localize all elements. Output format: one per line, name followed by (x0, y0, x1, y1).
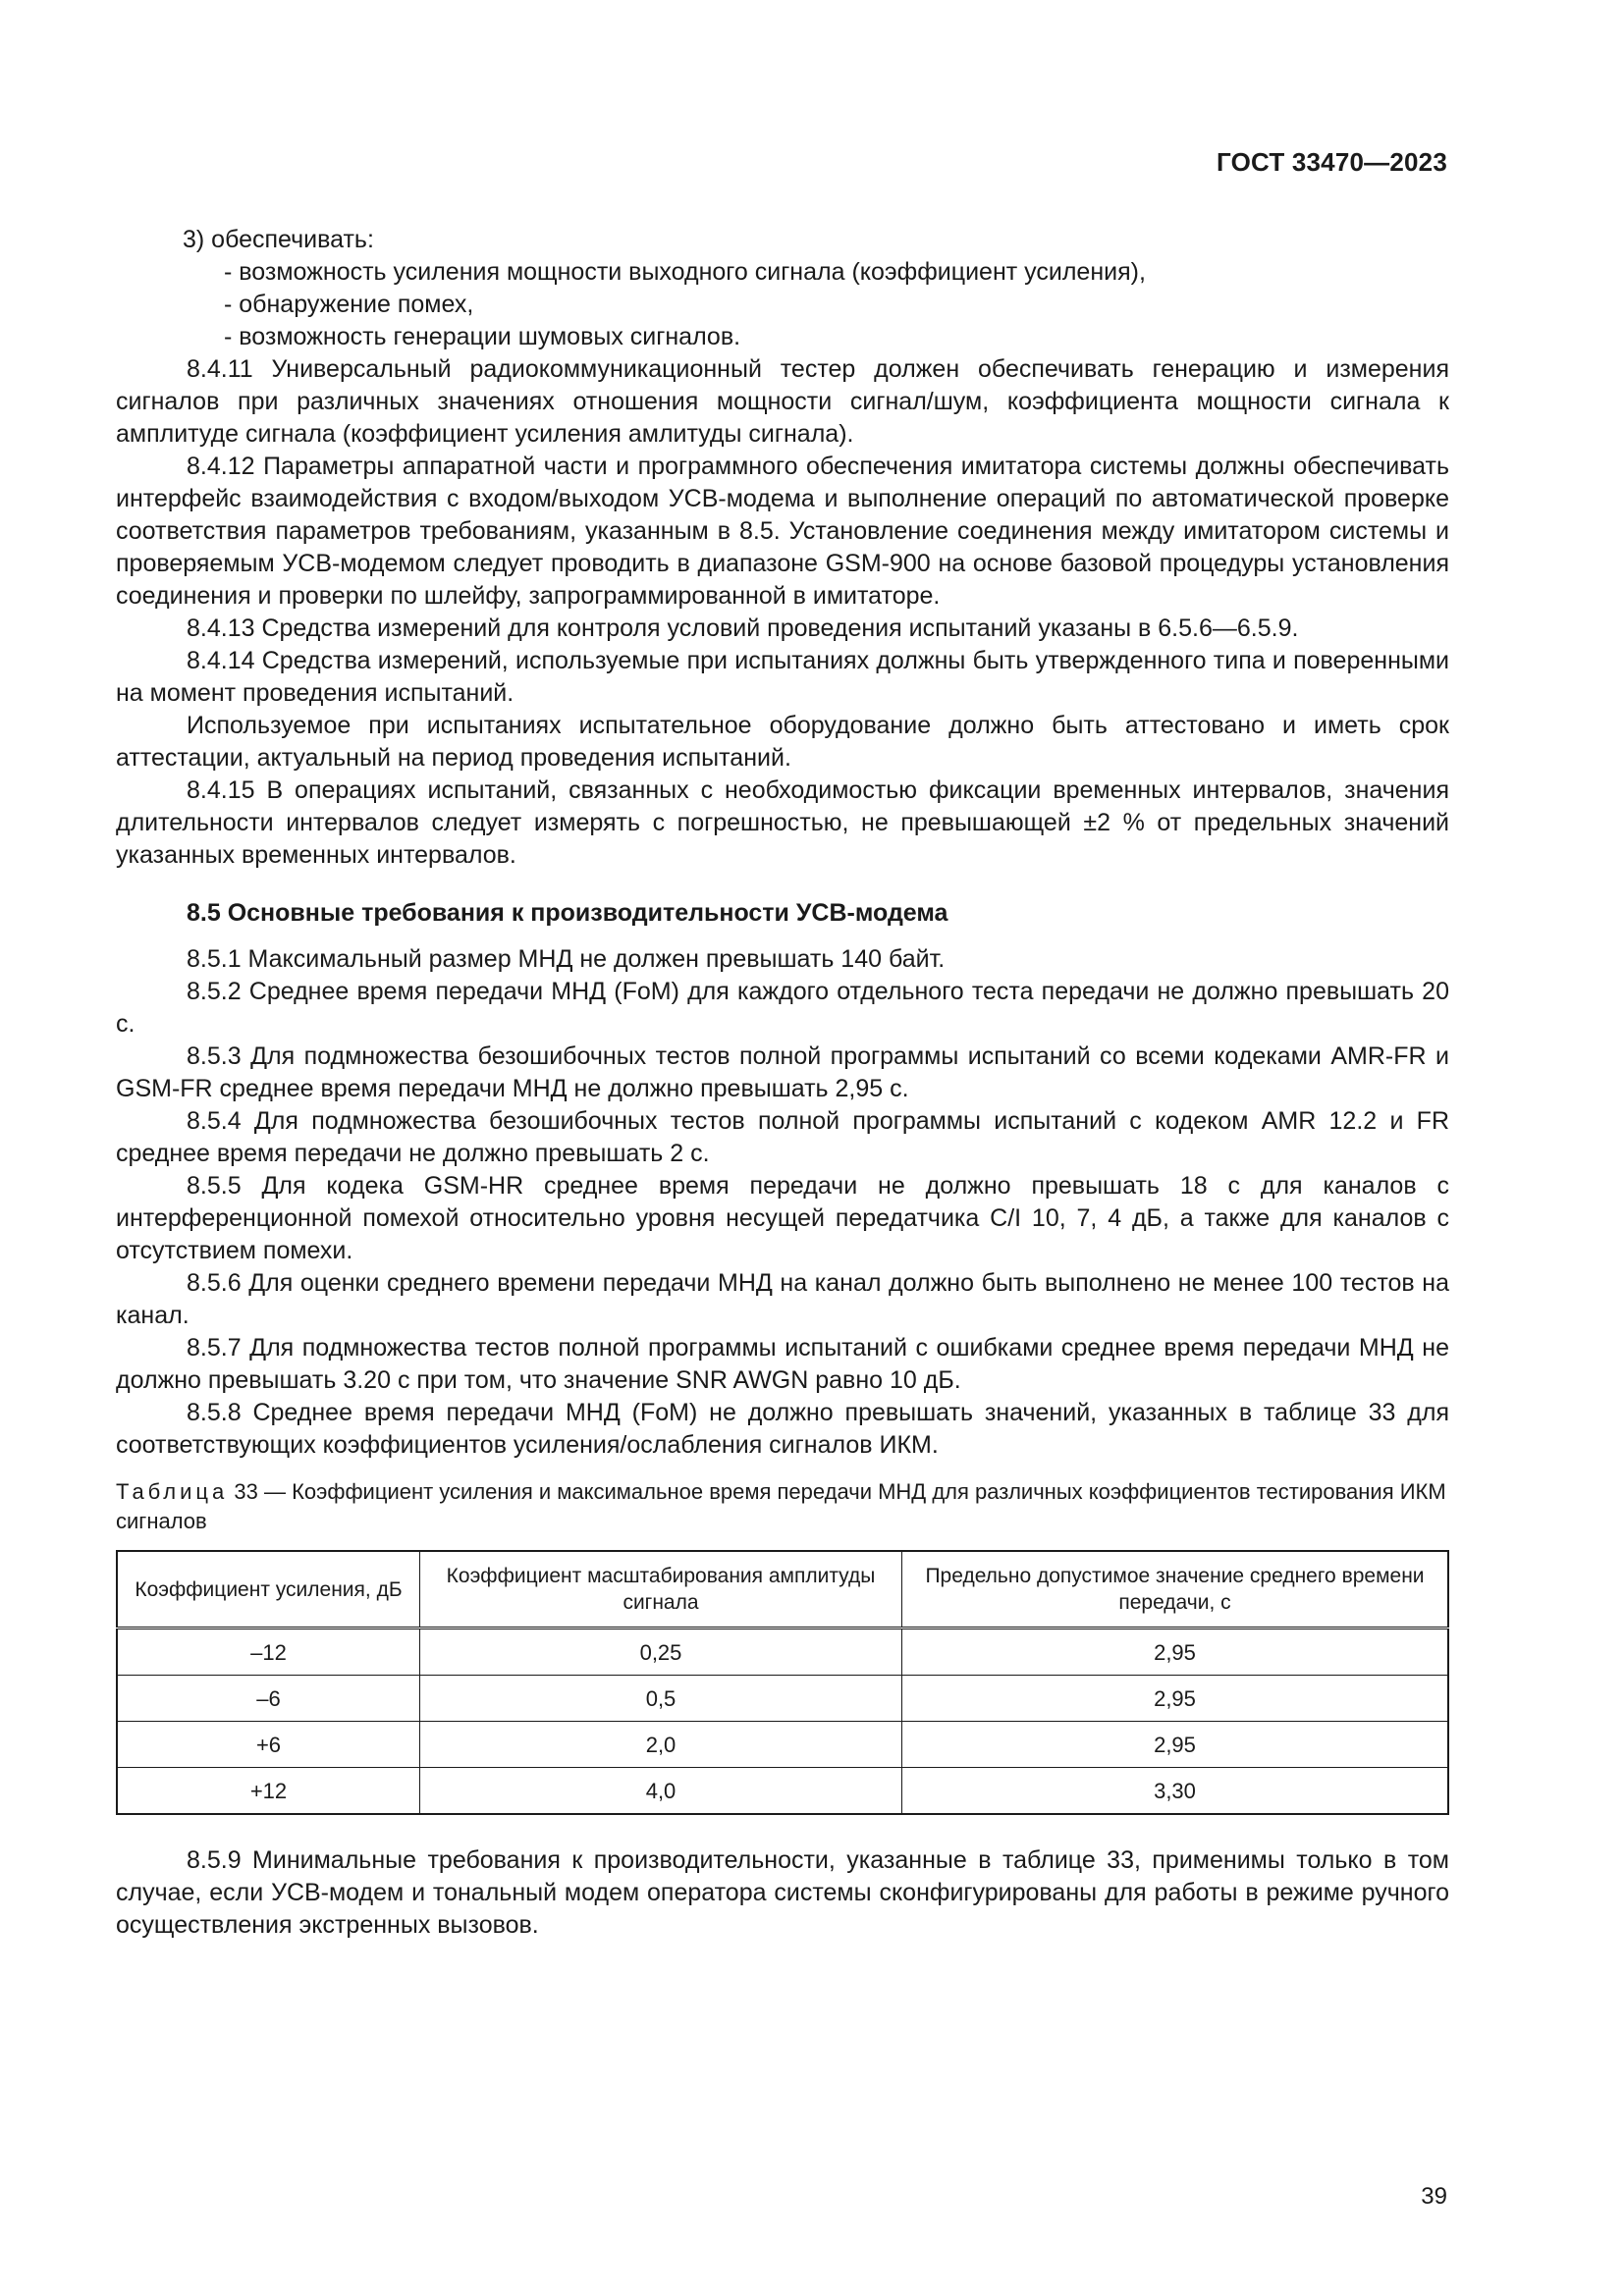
table-row (117, 1722, 1448, 1768)
header-scaling: Коэффициент масштабирования амплитуды сигнала (420, 1551, 902, 1629)
table-row (117, 1768, 1448, 1815)
cell-gain: +12 (117, 1768, 420, 1815)
cell-scaling: 0,5 (420, 1676, 902, 1722)
section-heading-8-5: 8.5 Основные требования к производительности УСВ-модема (187, 899, 948, 927)
cell-gain: –6 (117, 1676, 420, 1722)
paragraph-8-5-4: 8.5.4 Для подмножества безошибочных тестов полной программы испытаний с кодеком AMR 12.2 и FR среднее время передачи не должно превышать 2 с. (116, 1107, 1449, 1167)
paragraph-equipment: Используемое при испытаниях испытательное оборудование должно быть аттестовано и иметь срок аттестации, актуальный на период проведения испытаний. (116, 712, 1449, 772)
cell-scaling: 2,0 (420, 1722, 902, 1768)
bullet-item: - возможность генерации шумовых сигналов. (224, 323, 741, 350)
header-gain: Коэффициент усиления, дБ (117, 1551, 420, 1629)
list-item-3: 3) обеспечивать: (183, 226, 374, 253)
table-header-row (117, 1551, 1448, 1629)
paragraph-8-5-5: 8.5.5 Для кодека GSM-HR среднее время передачи не должно превышать 18 с для каналов с интерференционной помехой относительно уровня несущей передатчика C/I 10, 7, 4 дБ, а также для каналов с отсутствием помехи. (116, 1172, 1449, 1264)
paragraph-8-5-7: 8.5.7 Для подмножества тестов полной программы испытаний с ошибками среднее время передачи МНД не должно превышать 3.20 с при том, что значение SNR AWGN равно 10 дБ. (116, 1334, 1449, 1394)
paragraph-8-4-12: 8.4.12 Параметры аппаратной части и программного обеспечения имитатора системы должны обеспечивать интерфейс взаимодействия с входом/выходом УСВ-модема и выполнение операций по автоматической проверке соответствия параметров требованиям, указанным в 8.5. Установление соединения между имитатором системы и проверяемым УСВ-модемом следует проводить в диапазоне GSM-900 на основе базовой процедуры установления соединения и проверки по шлейфу, запрограммированной в имитаторе. (116, 453, 1449, 610)
cell-gain: –12 (117, 1629, 420, 1676)
table-caption-label: Таблица (116, 1479, 229, 1504)
paragraph-8-4-13: 8.4.13 Средства измерений для контроля условий проведения испытаний указаны в 6.5.6—6.5.9. (187, 614, 1299, 642)
page-number: 39 (1421, 2183, 1447, 2210)
table-33 (116, 1550, 1449, 1815)
table-caption (116, 1477, 1449, 1536)
table-row (117, 1629, 1448, 1676)
page-content (116, 224, 1449, 1942)
document-code-header: ГОСТ 33470—2023 (1217, 147, 1447, 177)
cell-max-time: 3,30 (902, 1768, 1449, 1815)
paragraph-8-5-6: 8.5.6 Для оценки среднего времени передачи МНД на канал должно быть выполнено не менее 100 тестов на канал. (116, 1269, 1449, 1329)
cell-scaling: 0,25 (420, 1629, 902, 1676)
paragraph-8-5-1: 8.5.1 Максимальный размер МНД не должен превышать 140 байт. (187, 945, 946, 973)
bullet-item: - обнаружение помех, (224, 291, 474, 318)
table-caption-text: 33 — Коэффициент усиления и максимальное время передачи МНД для различных коэффициентов тестирования ИКМ сигналов (116, 1479, 1446, 1533)
cell-max-time: 2,95 (902, 1676, 1449, 1722)
paragraph-8-5-3: 8.5.3 Для подмножества безошибочных тестов полной программы испытаний со всеми кодеками AMR-FR и GSM-FR среднее время передачи МНД не должно превышать 2,95 с. (116, 1042, 1449, 1102)
cell-max-time: 2,95 (902, 1629, 1449, 1676)
cell-gain: +6 (117, 1722, 420, 1768)
header-max-time: Предельно допустимое значение среднего времени передачи, с (902, 1551, 1449, 1629)
paragraph-8-5-9: 8.5.9 Минимальные требования к производительности, указанные в таблице 33, применимы только в том случае, если УСВ-модем и тональный модем оператора системы сконфигурированы для работы в режиме ручного осуществления экстренных вызовов. (116, 1846, 1449, 1939)
table-row (117, 1676, 1448, 1722)
bullet-item: - возможность усиления мощности выходного сигнала (коэффициент усиления), (224, 258, 1146, 286)
paragraph-8-4-14: 8.4.14 Средства измерений, используемые при испытаниях должны быть утвержденного типа и поверенными на момент проведения испытаний. (116, 647, 1449, 707)
paragraph-8-4-11: 8.4.11 Универсальный радиокоммуникационный тестер должен обеспечивать генерацию и измерения сигналов при различных значениях отношения мощности сигнал/шум, коэффициента мощности сигнала к амплитуде сигнала (коэффициент усиления амлитуды сигнала). (116, 355, 1449, 448)
paragraph-8-5-2: 8.5.2 Среднее время передачи МНД (FoM) для каждого отдельного теста передачи не должно превышать 20 с. (116, 978, 1449, 1038)
cell-scaling: 4,0 (420, 1768, 902, 1815)
cell-max-time: 2,95 (902, 1722, 1449, 1768)
paragraph-8-5-8: 8.5.8 Среднее время передачи МНД (FoM) не должно превышать значений, указанных в таблице 33 для соответствующих коэффициентов усиления/ослабления сигналов ИКМ. (116, 1399, 1449, 1459)
paragraph-8-4-15: 8.4.15 В операциях испытаний, связанных с необходимостью фиксации временных интервалов, значения длительности интервалов следует измерять с погрешностью, не превышающей ±2 % от предельных значений указанных временных интервалов. (116, 776, 1449, 869)
